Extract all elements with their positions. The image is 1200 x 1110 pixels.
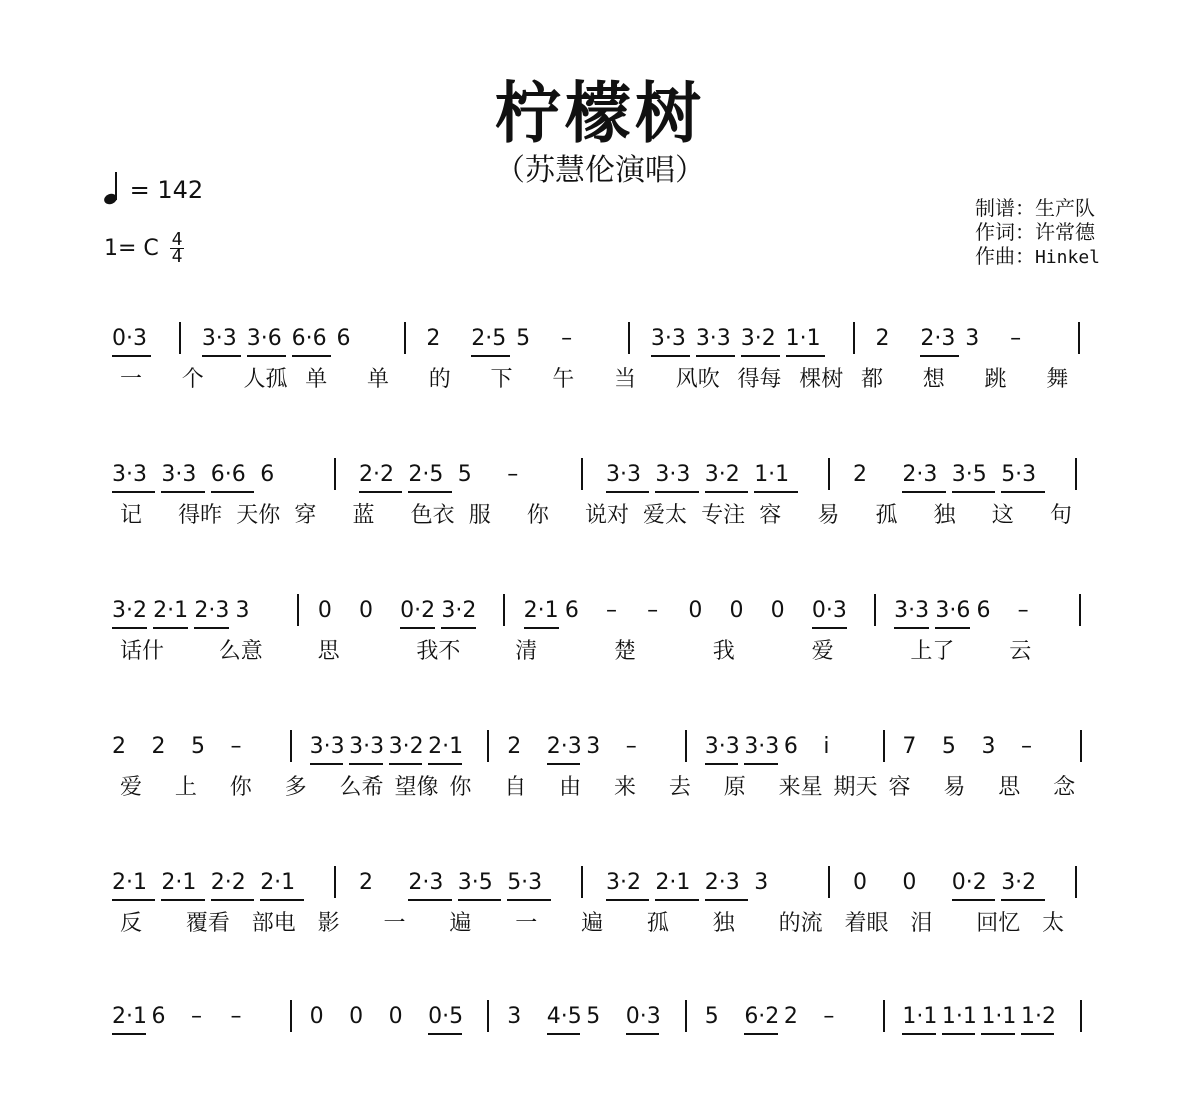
note-token: 3·3 xyxy=(349,734,385,759)
beam-underline xyxy=(1021,1033,1055,1035)
lyric-syllable: 你 xyxy=(229,775,252,800)
lyric-syllable: 独 xyxy=(933,503,956,528)
lyric-syllable: 个 xyxy=(181,367,204,392)
lyric-syllable: 色衣 xyxy=(410,503,455,528)
note-token: 6 xyxy=(783,734,798,759)
note-token: – xyxy=(1010,326,1022,351)
arranger-credit: 制谱：生产队 xyxy=(974,196,1095,220)
lyric-syllable: 专注 xyxy=(701,503,746,528)
note-token: 0 xyxy=(359,598,373,623)
barline xyxy=(581,866,583,898)
note-token: 6 xyxy=(260,462,275,487)
note-token: – xyxy=(191,1004,203,1029)
note-token: 4·5 xyxy=(546,1004,582,1029)
barline xyxy=(404,322,406,354)
note-token: 3·5 xyxy=(457,870,493,895)
lyric-syllable: 由 xyxy=(559,775,582,800)
lyric-syllable: 当 xyxy=(614,367,637,392)
beam-underline xyxy=(1001,899,1044,901)
beam-underline xyxy=(507,899,550,901)
lyric-syllable: 易 xyxy=(943,775,966,800)
lyric-syllable: 遍 xyxy=(449,911,472,936)
barline xyxy=(874,594,876,626)
lyric-syllable: 跳 xyxy=(984,367,1007,392)
note-token: i xyxy=(823,734,830,759)
key-signature: 1= C xyxy=(104,236,159,261)
lyric-syllable: 的流 xyxy=(778,911,823,936)
beam-underline xyxy=(902,491,945,493)
lyric-syllable: 你 xyxy=(449,775,472,800)
note-token: 3·3 xyxy=(606,462,641,487)
lyric-syllable: 回忆 xyxy=(976,911,1021,936)
lyric-syllable: 天你 xyxy=(236,503,281,528)
time-signature-bottom: 4 xyxy=(171,246,183,267)
lyric-syllable: 覆看 xyxy=(185,911,230,936)
lyric-syllable: 一 xyxy=(383,911,406,936)
lyric-syllable: 话什 xyxy=(120,639,165,664)
note-token: – xyxy=(823,1004,835,1029)
beam-underline xyxy=(651,355,690,357)
note-token: 0 xyxy=(902,870,917,895)
note-token: 5 xyxy=(941,734,956,759)
beam-underline xyxy=(786,355,825,357)
note-token: – xyxy=(647,598,659,623)
beam-underline xyxy=(894,627,929,629)
tempo-value: = 142 xyxy=(129,176,204,204)
note-token: 3·3 xyxy=(161,462,197,487)
note-token: – xyxy=(606,598,617,623)
lyric-syllable: 楚 xyxy=(614,639,637,664)
note-token: – xyxy=(507,462,519,487)
note-token: 6 xyxy=(151,1004,166,1029)
note-token: – xyxy=(230,734,242,759)
note-token: 0·3 xyxy=(112,326,147,351)
note-token: 3·2 xyxy=(740,326,776,351)
note-token: 3·6 xyxy=(935,598,971,623)
note-token: 0·5 xyxy=(428,1004,464,1029)
lyric-syllable: 服 xyxy=(468,503,491,528)
lyric-syllable: 来 xyxy=(614,775,637,800)
note-token: 0 xyxy=(688,598,703,623)
lyric-syllable: 的 xyxy=(428,367,451,392)
beam-underline xyxy=(606,899,649,901)
lyric-syllable: 穿 xyxy=(294,503,317,528)
note-token: 0 xyxy=(853,870,867,895)
note-token: 2 xyxy=(151,734,166,759)
quarter-note-icon xyxy=(104,170,122,204)
beam-underline xyxy=(247,355,286,357)
note-token: 3·2 xyxy=(112,598,147,623)
lyric-syllable: 蓝 xyxy=(352,503,375,528)
note-token: 5 xyxy=(586,1004,601,1029)
lyric-syllable: 遍 xyxy=(581,911,604,936)
note-token: 2·1 xyxy=(523,598,559,623)
note-token: 3 xyxy=(754,870,769,895)
barline xyxy=(883,1000,885,1032)
note-token: – xyxy=(561,326,573,351)
note-token: 2·3 xyxy=(546,734,582,759)
note-token: 2·3 xyxy=(194,598,230,623)
note-token: 2·2 xyxy=(210,870,246,895)
beam-underline xyxy=(655,899,698,901)
lyric-syllable: 容 xyxy=(888,775,911,800)
beam-underline xyxy=(310,763,344,765)
beam-underline xyxy=(400,627,435,629)
note-token: 2·1 xyxy=(655,870,691,895)
beam-underline xyxy=(547,763,581,765)
beam-underline xyxy=(696,355,735,357)
lyric-syllable: 你 xyxy=(526,503,549,528)
beam-underline xyxy=(428,763,462,765)
lyric-syllable: 思 xyxy=(317,639,340,664)
lyric-syllable: 思 xyxy=(998,775,1021,800)
barline xyxy=(853,322,855,354)
beam-underline xyxy=(705,491,748,493)
note-token: 6·6 xyxy=(210,462,246,487)
lyric-syllable: 么意 xyxy=(218,639,263,664)
time-signature-top: 4 xyxy=(171,229,183,250)
lyric-syllable: 上 xyxy=(174,775,197,800)
beam-underline xyxy=(359,491,402,493)
note-token: 3·2 xyxy=(1001,870,1037,895)
lyric-syllable: 云 xyxy=(1009,639,1032,664)
score-line xyxy=(0,594,1200,704)
beam-underline xyxy=(211,491,254,493)
beam-underline xyxy=(428,1033,462,1035)
beam-underline xyxy=(153,627,188,629)
note-token: 3·2 xyxy=(606,870,641,895)
note-token: 5 xyxy=(457,462,472,487)
beam-underline xyxy=(389,763,423,765)
note-token: 0 xyxy=(770,598,785,623)
beam-underline xyxy=(161,491,204,493)
note-token: 6 xyxy=(976,598,991,623)
lyric-syllable: 容 xyxy=(759,503,782,528)
beam-underline xyxy=(211,899,254,901)
beam-underline xyxy=(112,491,155,493)
beam-underline xyxy=(902,1033,936,1035)
beam-underline xyxy=(112,355,151,357)
note-token: 1·1 xyxy=(754,462,790,487)
lyric-syllable: 一 xyxy=(120,367,143,392)
lyric-syllable: 句 xyxy=(1049,503,1072,528)
lyric-syllable: 舞 xyxy=(1046,367,1069,392)
note-token: 2·1 xyxy=(153,598,189,623)
barline xyxy=(581,458,583,490)
lyric-syllable: 易 xyxy=(817,503,840,528)
lyric-syllable: 一 xyxy=(515,911,538,936)
score-line xyxy=(0,866,1200,976)
barline xyxy=(334,458,336,490)
lyric-syllable: 都 xyxy=(861,367,884,392)
beam-underline xyxy=(935,627,970,629)
lyric-syllable: 清 xyxy=(515,639,538,664)
lyric-syllable: 得昨 xyxy=(178,503,223,528)
beam-underline xyxy=(655,491,698,493)
barline xyxy=(1080,730,1082,762)
note-token: 2·1 xyxy=(428,734,464,759)
lyric-syllable: 爱 xyxy=(120,775,143,800)
lyric-syllable: 记 xyxy=(120,503,143,528)
barline xyxy=(1075,458,1077,490)
note-token: 3·3 xyxy=(704,734,740,759)
note-token: – xyxy=(1020,734,1032,759)
beam-underline xyxy=(744,1033,778,1035)
score-line xyxy=(0,730,1200,840)
note-token: 1·2 xyxy=(1020,1004,1056,1029)
credits xyxy=(975,196,1100,270)
barline xyxy=(828,866,830,898)
lyric-syllable: 这 xyxy=(991,503,1014,528)
lyric-syllable: 单 xyxy=(305,367,328,392)
note-token: – xyxy=(625,734,637,759)
note-token: 0 xyxy=(349,1004,364,1029)
beam-underline xyxy=(408,491,451,493)
note-token: 2·1 xyxy=(260,870,296,895)
barline xyxy=(179,322,181,354)
lyric-syllable: 想 xyxy=(922,367,945,392)
beam-underline xyxy=(112,627,147,629)
lyric-syllable: 影 xyxy=(317,911,340,936)
barline xyxy=(828,458,830,490)
note-token: 3·3 xyxy=(744,734,780,759)
beam-underline xyxy=(705,763,739,765)
note-token: 1·1 xyxy=(785,326,821,351)
sheet-title: 柠檬树 xyxy=(495,75,705,152)
beam-underline xyxy=(408,899,451,901)
note-token: 3 xyxy=(586,734,601,759)
note-token: 3 xyxy=(235,598,250,623)
barline xyxy=(1079,594,1081,626)
barline xyxy=(297,594,299,626)
note-token: 3·3 xyxy=(894,598,930,623)
score-line xyxy=(0,1000,1200,1110)
note-token: 2·5 xyxy=(471,326,507,351)
note-token: 6 xyxy=(564,598,579,623)
note-token: 2·1 xyxy=(112,870,147,895)
barline xyxy=(628,322,630,354)
note-token: 3·2 xyxy=(441,598,477,623)
note-token: 3·6 xyxy=(246,326,282,351)
lyric-syllable: 期天 xyxy=(833,775,878,800)
barline xyxy=(487,730,489,762)
note-token: 6·2 xyxy=(744,1004,780,1029)
beam-underline xyxy=(471,355,510,357)
beam-underline xyxy=(112,1033,146,1035)
note-token: 1·1 xyxy=(941,1004,977,1029)
note-token: 5 xyxy=(191,734,206,759)
lyric-syllable: 单 xyxy=(367,367,390,392)
note-token: 2·1 xyxy=(161,870,197,895)
lyric-syllable: 部电 xyxy=(251,911,296,936)
note-token: 3·2 xyxy=(704,462,740,487)
note-token: 3·3 xyxy=(655,462,691,487)
lyric-syllable: 我不 xyxy=(416,639,461,664)
note-token: 5·3 xyxy=(507,870,543,895)
lyric-syllable: 风吹 xyxy=(675,367,720,392)
beam-underline xyxy=(705,899,748,901)
note-token: 2·1 xyxy=(112,1004,147,1029)
barline xyxy=(883,730,885,762)
lyric-syllable: 得每 xyxy=(737,367,782,392)
beam-underline xyxy=(920,355,959,357)
beam-underline xyxy=(292,355,331,357)
beam-underline xyxy=(441,627,476,629)
beam-underline xyxy=(547,1033,581,1035)
note-token: 1·1 xyxy=(902,1004,938,1029)
composer-credit: 作曲：Hinkel xyxy=(974,244,1100,268)
lyric-syllable: 棵树 xyxy=(799,367,844,392)
barline xyxy=(1075,866,1077,898)
beam-underline xyxy=(524,627,559,629)
note-token: 6 xyxy=(336,326,351,351)
score-line xyxy=(0,322,1200,432)
lyric-syllable: 爱太 xyxy=(643,503,688,528)
barline xyxy=(290,1000,292,1032)
beam-underline xyxy=(952,491,995,493)
note-token: 3·2 xyxy=(388,734,424,759)
barline xyxy=(685,1000,687,1032)
lyric-syllable: 太 xyxy=(1042,911,1065,936)
beam-underline xyxy=(194,627,229,629)
note-token: 3 xyxy=(981,734,996,759)
note-token: 0 xyxy=(388,1004,403,1029)
barline xyxy=(503,594,505,626)
barline xyxy=(487,1000,494,1032)
beam-underline xyxy=(981,1033,1015,1035)
beam-underline xyxy=(942,1033,976,1035)
time-signature xyxy=(170,229,184,267)
lyric-syllable: 去 xyxy=(668,775,691,800)
note-token: 7 xyxy=(902,734,917,759)
beam-underline xyxy=(112,899,155,901)
note-token: 3·3 xyxy=(309,734,345,759)
note-token: 0 xyxy=(309,1004,324,1029)
lyric-syllable: 着眼 xyxy=(844,911,889,936)
beam-underline xyxy=(349,763,383,765)
note-token: 2 xyxy=(783,1004,798,1029)
note-token: 2·2 xyxy=(359,462,394,487)
lyricist-credit: 作词：许常德 xyxy=(974,220,1095,244)
score-line xyxy=(0,458,1200,568)
note-token: 1·1 xyxy=(981,1004,1017,1029)
beam-underline xyxy=(812,627,847,629)
note-token: 3·3 xyxy=(695,326,731,351)
note-token: 3 xyxy=(965,326,980,351)
note-token: 0·3 xyxy=(811,598,847,623)
note-token: 2·5 xyxy=(408,462,444,487)
beam-underline xyxy=(161,899,204,901)
barline xyxy=(290,730,292,762)
lyric-syllable: 爱 xyxy=(811,639,834,664)
note-token: 5 xyxy=(704,1004,719,1029)
lyric-syllable: 自 xyxy=(504,775,527,800)
lyric-syllable: 来星 xyxy=(778,775,823,800)
lyric-syllable: 下 xyxy=(490,367,513,392)
note-token: 0 xyxy=(317,598,332,623)
note-token: 2 xyxy=(875,326,890,351)
note-token: 3·3 xyxy=(201,326,237,351)
lyric-syllable: 么希 xyxy=(339,775,384,800)
lyric-syllable: 原 xyxy=(723,775,746,800)
note-token: 0 xyxy=(729,598,744,623)
beam-underline xyxy=(952,899,995,901)
note-token: 2 xyxy=(359,870,373,895)
note-token: 5·3 xyxy=(1001,462,1037,487)
lyric-syllable: 泪 xyxy=(910,911,933,936)
lyric-syllable: 念 xyxy=(1053,775,1076,800)
note-token: 3·5 xyxy=(951,462,987,487)
note-token: 6·6 xyxy=(291,326,327,351)
note-token: 3·3 xyxy=(112,462,147,487)
beam-underline xyxy=(741,355,780,357)
barline xyxy=(334,866,336,898)
note-token: – xyxy=(230,1004,242,1029)
note-token: 2 xyxy=(853,462,867,487)
beam-underline xyxy=(458,899,501,901)
lyric-syllable: 反 xyxy=(120,911,143,936)
beam-underline xyxy=(744,763,778,765)
note-token: 2·3 xyxy=(408,870,444,895)
note-token: 0·2 xyxy=(951,870,987,895)
note-token: 2·3 xyxy=(704,870,740,895)
barline xyxy=(1078,322,1080,354)
lyric-syllable: 说对 xyxy=(584,503,629,528)
lyric-syllable: 午 xyxy=(552,367,575,392)
barline xyxy=(685,730,687,762)
note-token: 2 xyxy=(507,734,522,759)
note-token: 3 xyxy=(507,1004,522,1029)
beam-underline xyxy=(202,355,241,357)
note-token: 2·3 xyxy=(902,462,938,487)
sheet-subtitle: （苏慧伦演唱） xyxy=(495,153,705,188)
note-token: 2 xyxy=(112,734,126,759)
note-token: 0·2 xyxy=(400,598,436,623)
beam-underline xyxy=(260,899,303,901)
beam-underline xyxy=(626,1033,660,1035)
lyric-syllable: 人孤 xyxy=(243,367,288,392)
note-token: 2·3 xyxy=(920,326,956,351)
lyric-syllable: 孤 xyxy=(646,911,669,936)
lyric-syllable: 望像 xyxy=(394,775,439,800)
note-token: 2 xyxy=(426,326,441,351)
beam-underline xyxy=(1001,491,1044,493)
lyric-syllable: 独 xyxy=(712,911,735,936)
note-token: 5 xyxy=(516,326,531,351)
note-token: 0·3 xyxy=(625,1004,661,1029)
lyric-syllable: 孤 xyxy=(875,503,898,528)
note-token: 3·3 xyxy=(650,326,686,351)
tempo-mark xyxy=(104,170,203,204)
beam-underline xyxy=(754,491,797,493)
lyric-syllable: 上了 xyxy=(910,639,955,664)
barline xyxy=(1080,1000,1082,1032)
lyric-syllable: 我 xyxy=(712,639,735,664)
note-token: – xyxy=(1017,598,1029,623)
beam-underline xyxy=(606,491,649,493)
lyric-syllable: 多 xyxy=(284,775,307,800)
